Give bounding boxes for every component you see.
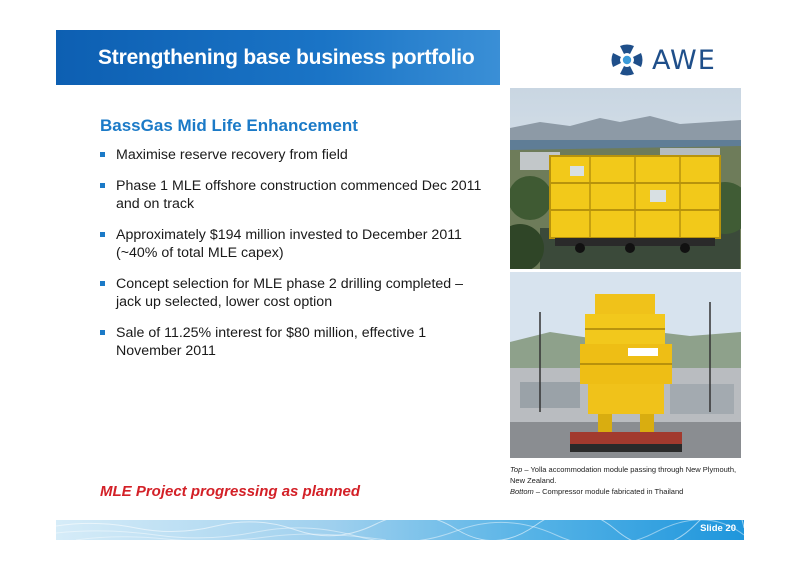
- bullet-item: Approximately $194 million invested to December 2011 (~40% of total MLE capex): [100, 226, 490, 262]
- photo-compressor-module: [510, 272, 741, 458]
- title-bar: [56, 30, 500, 85]
- logo-text: AWE: [652, 44, 716, 76]
- bullet-square-icon: [100, 330, 105, 335]
- photo-caption: [510, 464, 745, 497]
- bullet-item: Concept selection for MLE phase 2 drilling completed – jack up selected, lower cost option: [100, 275, 490, 311]
- bullet-item: Sale of 11.25% interest for $80 million, effective 1 November 2011: [100, 324, 490, 360]
- caption-bottom: Bottom – Compressor module fabricated in Thailand: [510, 487, 684, 496]
- slide-number: Slide 20: [700, 523, 736, 534]
- photo-accommodation-module: [510, 88, 741, 269]
- awe-logo-icon: [610, 43, 644, 77]
- bullet-square-icon: [100, 232, 105, 237]
- bullet-list: [100, 146, 490, 373]
- bullet-square-icon: [100, 281, 105, 286]
- bullet-square-icon: [100, 183, 105, 188]
- bullet-item: Maximise reserve recovery from field: [100, 146, 490, 164]
- section-subtitle: BassGas Mid Life Enhancement: [100, 116, 358, 135]
- company-logo: [610, 40, 740, 80]
- highlight-statement: MLE Project progressing as planned: [100, 483, 361, 500]
- footer-contour-pattern: [56, 520, 744, 540]
- caption-top: Top – Yolla accommodation module passing through New Plymouth, New Zealand.: [510, 465, 737, 485]
- footer-band: [56, 520, 744, 540]
- slide-title: Strengthening base business portfolio: [98, 45, 475, 69]
- bullet-square-icon: [100, 152, 105, 157]
- bullet-item: Phase 1 MLE offshore construction commenced Dec 2011 and on track: [100, 177, 490, 213]
